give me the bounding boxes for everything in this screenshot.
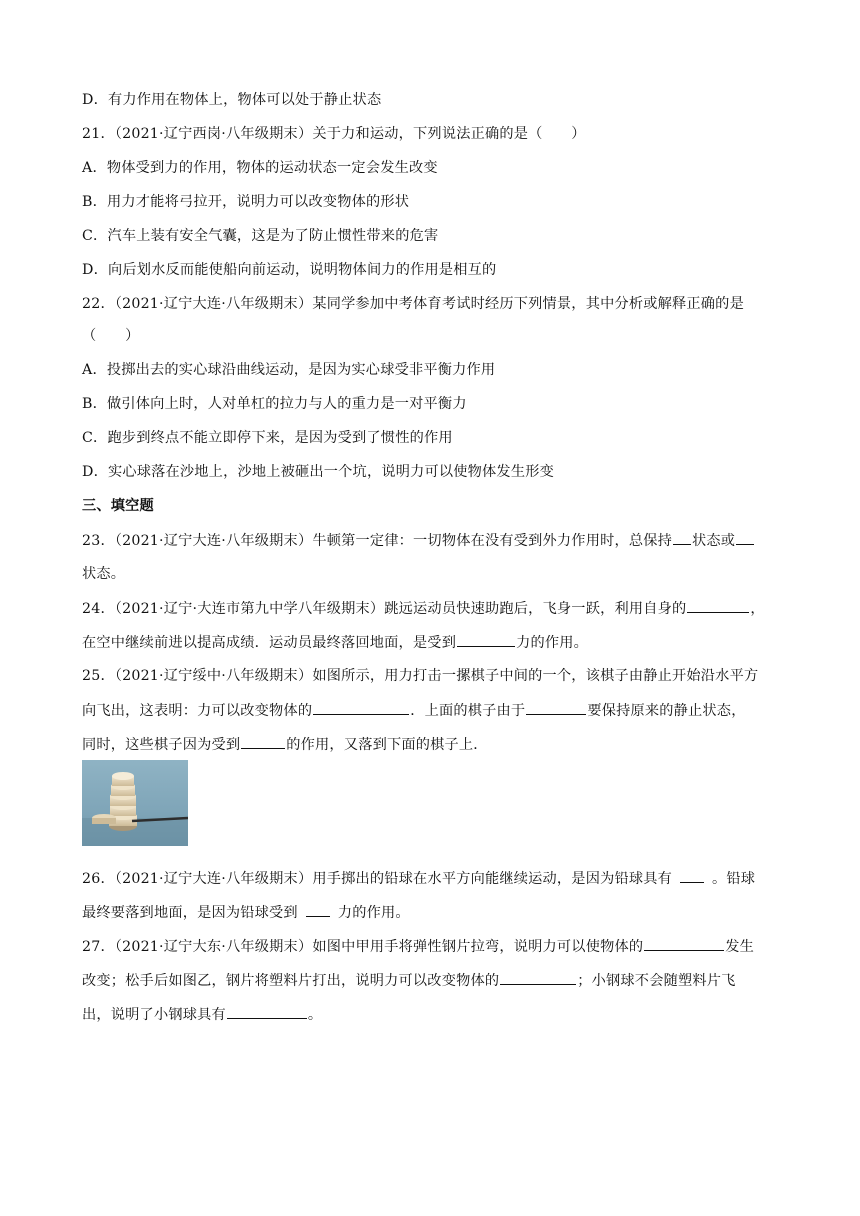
q22-option-d: D．实心球落在沙地上，沙地上被砸出一个坑，说明力可以使物体发生形变 [82, 464, 554, 480]
q22-paren: （ ） [82, 328, 140, 344]
chess-pieces-photo [82, 760, 188, 846]
q26-text-c: 最终要落到地面，是因为铅球受到 [82, 905, 298, 921]
q25-text-e: 同时，这些棋子因为受到 [82, 737, 241, 753]
q26-blank-1[interactable] [680, 868, 704, 883]
q25-text-d: 要保持原来的静止状态， [587, 703, 746, 719]
q25-text-f: 的作用，又落到下面的棋子上． [286, 737, 488, 753]
q25-blank-3[interactable] [241, 734, 285, 749]
q22-option-a: A．投掷出去的实心球沿曲线运动，是因为实心球受非平衡力作用 [82, 362, 496, 378]
q25-line1: 25．（2021·辽宁绥中·八年级期末）如图所示，用力打击一摞棋子中间的一个，该棋子由静止开始沿水平方 [82, 668, 759, 684]
q21-option-d: D．向后划水反而能使船向前运动，说明物体间力的作用是相互的 [82, 262, 497, 278]
q27-text-f: 。 [307, 1007, 323, 1023]
q25-text-c: ．上面的棋子由于 [410, 703, 526, 719]
q20-option-d: D．有力作用在物体上，物体可以处于静止状态 [82, 92, 382, 108]
q27-blank-3[interactable] [227, 1004, 307, 1019]
q23-text-b: 状态或 [692, 533, 736, 549]
q23-text-a: 23．（2021·辽宁大连·八年级期末）牛顿第一定律：一切物体在没有受到外力作用时，总保持 [82, 533, 673, 549]
q27-text-a: 27．（2021·辽宁大东·八年级期末）如图中甲用手将弹性钢片拉弯，说明力可以使物体的 [82, 939, 644, 955]
q27-blank-1[interactable] [644, 936, 724, 951]
q22-option-b: B．做引体向上时，人对单杠的拉力与人的重力是一对平衡力 [82, 396, 467, 412]
q27-text-b: 发生 [725, 939, 755, 955]
q21-option-c: C．汽车上装有安全气囊，这是为了防止惯性带来的危害 [82, 228, 439, 244]
chess-pieces-image [82, 760, 188, 846]
q25-blank-2[interactable] [526, 700, 586, 715]
q26-text-b: 。铅球 [712, 871, 756, 887]
q27-line3 [82, 1004, 322, 1025]
q23-blank-1[interactable] [673, 530, 691, 545]
q23-line1 [82, 530, 755, 551]
q24-line2 [82, 632, 588, 653]
q26-text-d: 力的作用。 [337, 905, 410, 921]
q27-text-e: 出，说明了小钢球具有 [82, 1007, 226, 1023]
section-heading: 三、填空题 [82, 498, 154, 514]
q25-line3 [82, 734, 488, 755]
q22-stem: 22．（2021·辽宁大连·八年级期末）某同学参加中考体育考试时经历下列情景，其中分析或解释正确的是 [82, 296, 744, 312]
q24-text-b: ， [750, 601, 765, 617]
q26-line2 [82, 902, 410, 923]
q24-line1 [82, 598, 765, 619]
q25-text-b: 向飞出，这表明：力可以改变物体的 [82, 703, 313, 719]
q21-stem: 21．（2021·辽宁西岗·八年级期末）关于力和运动，下列说法正确的是（ ） [82, 126, 586, 142]
q21-option-b: B．用力才能将弓拉开，说明力可以改变物体的形状 [82, 194, 410, 210]
q27-text-d: ；小钢球不会随塑料片飞 [577, 973, 736, 989]
q24-text-c: 在空中继续前进以提高成绩．运动员最终落回地面，是受到 [82, 635, 457, 651]
q24-text-a: 24．（2021·辽宁·大连市第九中学八年级期末）跳远运动员快速助跑后，飞身一跃，利用自身的 [82, 601, 687, 617]
q21-option-a: A．物体受到力的作用，物体的运动状态一定会发生改变 [82, 160, 438, 176]
q25-line2 [82, 700, 746, 721]
q22-option-c: C．跑步到终点不能立即停下来，是因为受到了惯性的作用 [82, 430, 453, 446]
q27-line2 [82, 970, 736, 991]
q26-line1 [82, 868, 755, 889]
q27-line1 [82, 936, 754, 957]
q26-text-a: 26．（2021·辽宁大连·八年级期末）用手掷出的铅球在水平方向能继续运动，是因为铅球具有 [82, 871, 673, 887]
q24-blank-2[interactable] [457, 632, 515, 647]
q26-blank-2[interactable] [306, 902, 330, 917]
q27-text-c: 改变；松手后如图乙，钢片将塑料片打出，说明力可以改变物体的 [82, 973, 500, 989]
q23-line2: 状态。 [82, 566, 126, 582]
q24-text-d: 力的作用。 [516, 635, 589, 651]
q27-blank-2[interactable] [500, 970, 576, 985]
q23-blank-2[interactable] [736, 530, 754, 545]
q25-blank-1[interactable] [313, 700, 409, 715]
q24-blank-1[interactable] [687, 598, 749, 613]
